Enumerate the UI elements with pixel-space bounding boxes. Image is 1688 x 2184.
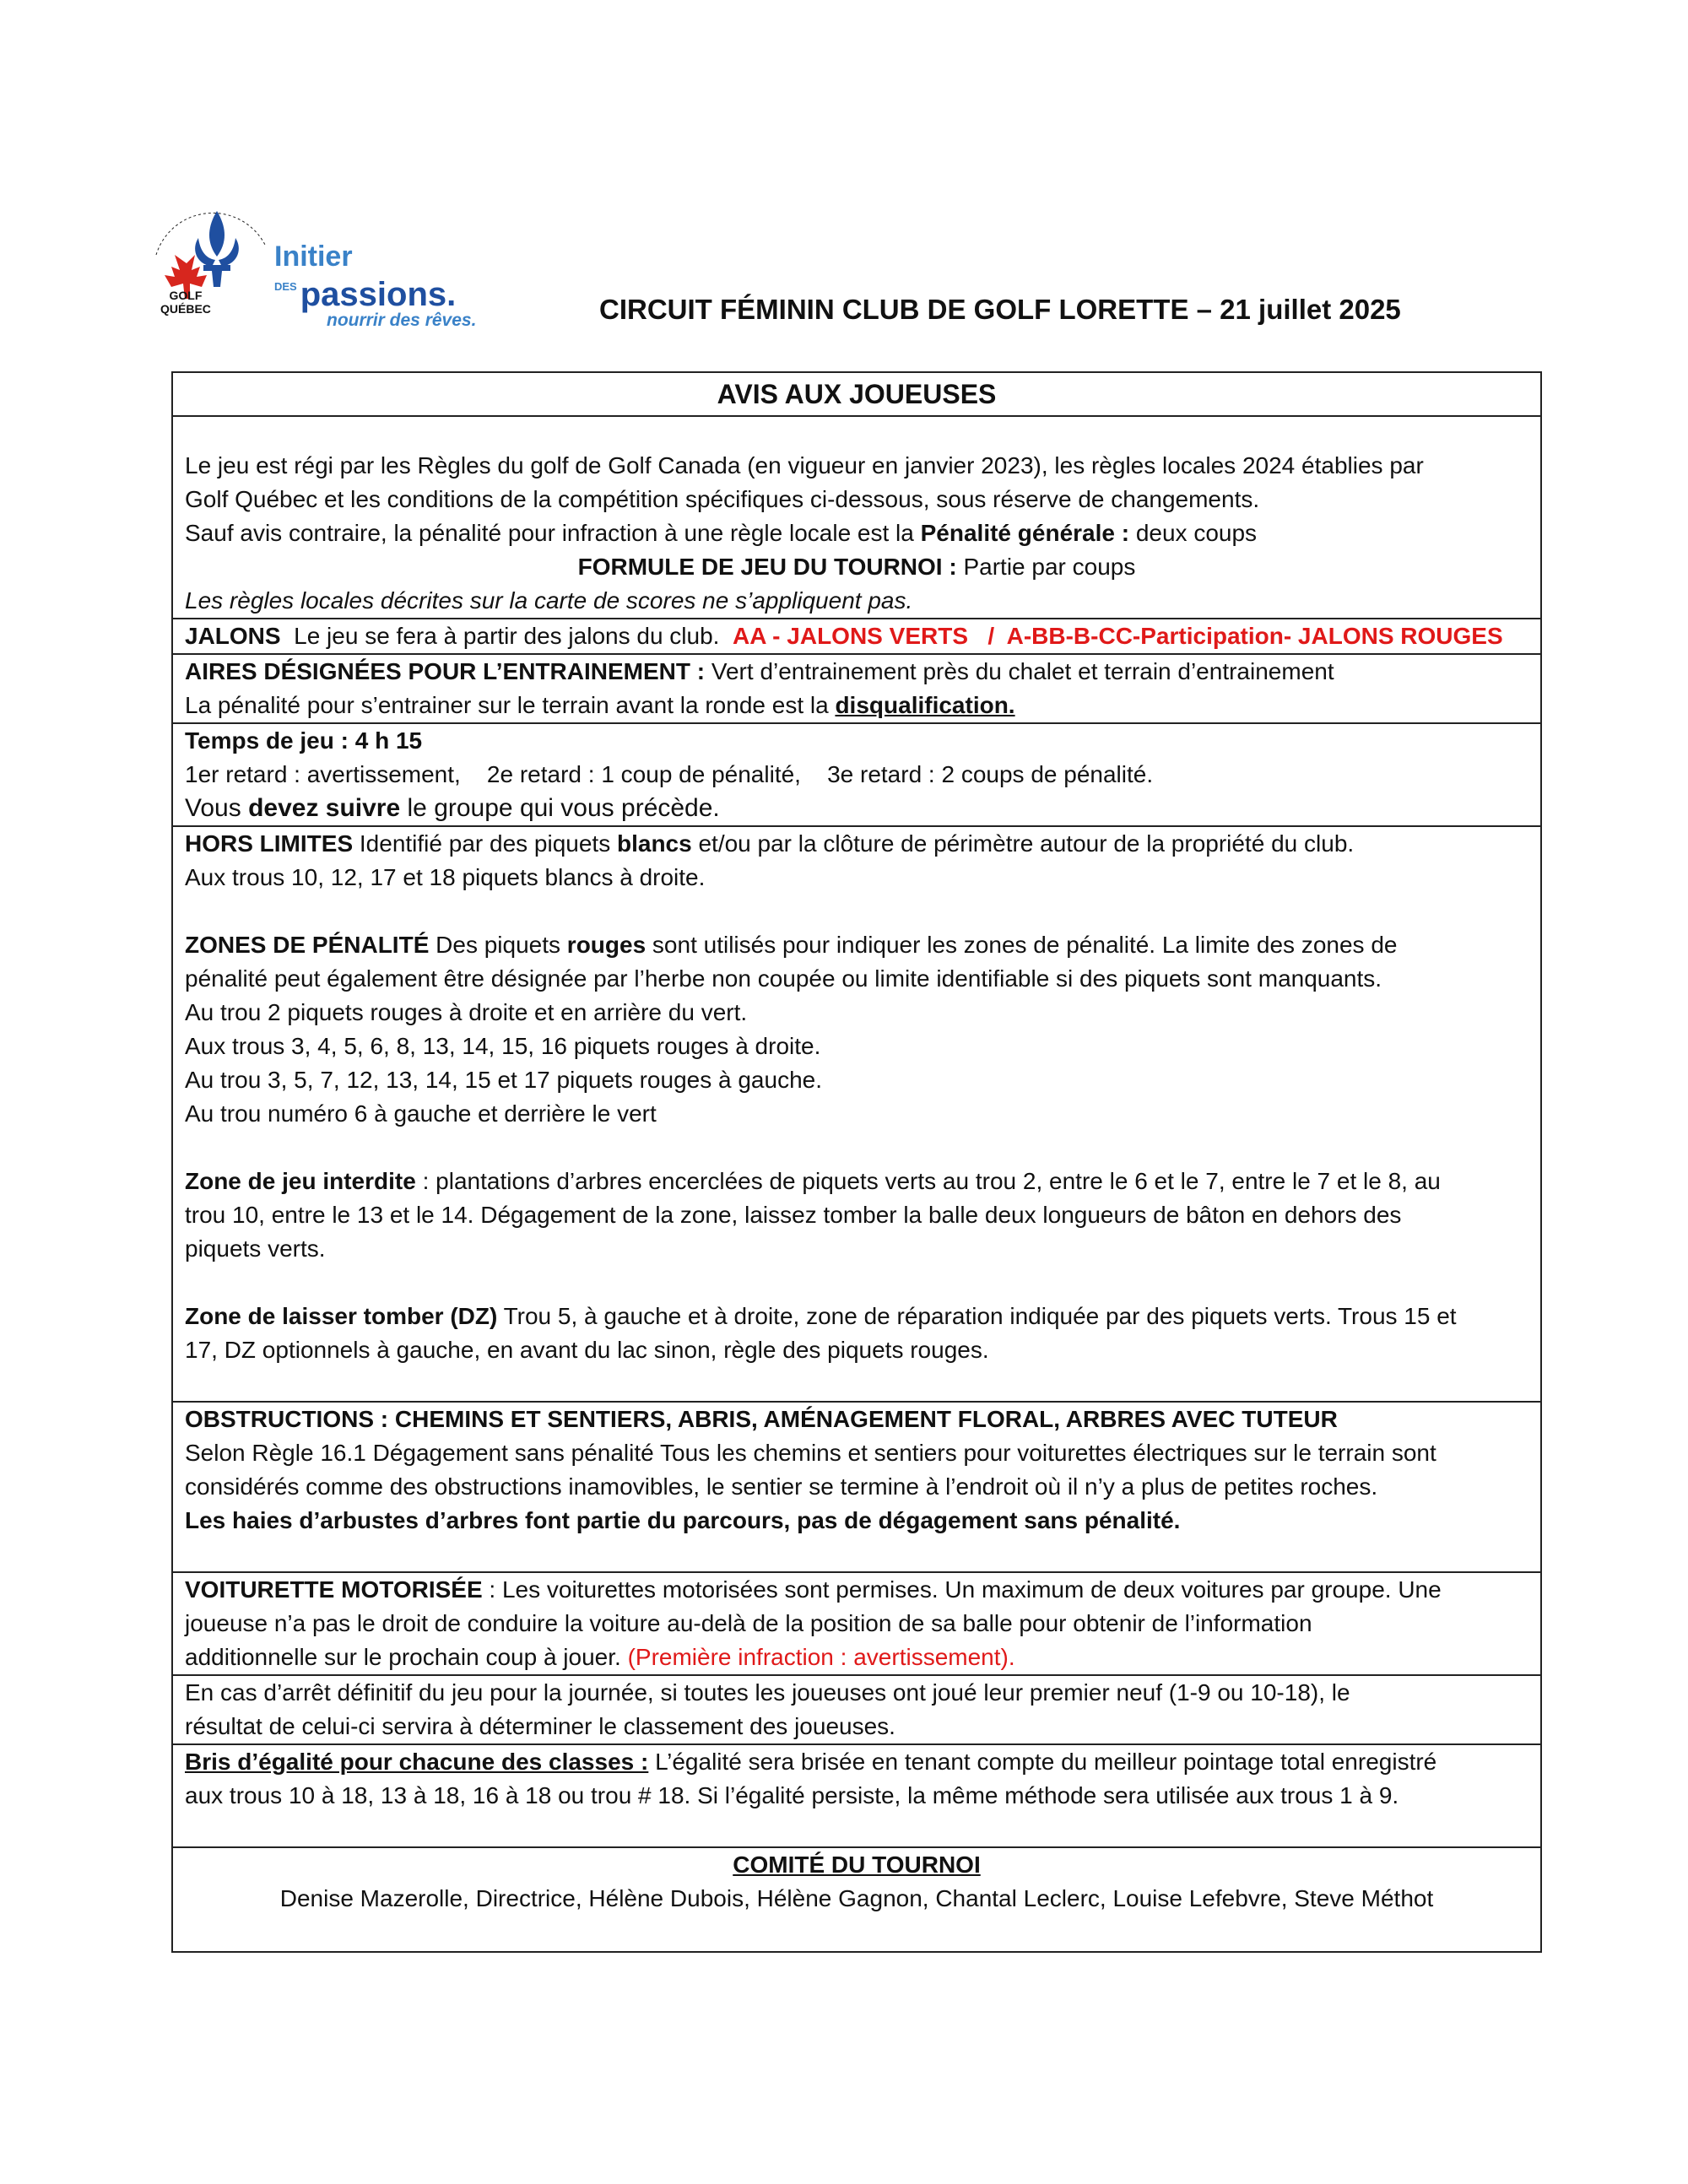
logo-slogan — [274, 242, 476, 331]
pace-line3-bold: devez suivre — [248, 794, 401, 822]
obstructions-label: OBSTRUCTIONS : CHEMINS ET SENTIERS, ABRIS, AMÉNAGEMENT FLORAL, ARBRES AVEC TUTEUR — [185, 1406, 1338, 1432]
practice-section — [173, 653, 1540, 722]
logo-des: DES — [274, 280, 297, 293]
carts-line1: : Les voiturettes motorisées sont permises. Un maximum de deux voitures par groupe. Une — [482, 1576, 1442, 1603]
carts-first-offence: (Première infraction : avertissement). — [627, 1644, 1015, 1670]
ties-line2: aux trous 10 à 18, 13 à 18, 16 à 18 ou trou # 18. Si l’égalité persiste, la même méthode sera utilisée aux trous 1 à 9. — [185, 1782, 1399, 1808]
notice-title: AVIS AUX JOUEUSES — [717, 379, 997, 409]
pace-penalties: 1er retard : avertissement, 2e retard : 1 coup de pénalité, 3e retard : 2 coups de pénalité. — [185, 761, 1154, 787]
pz-bold: rouges — [566, 932, 647, 958]
ob-line2: Aux trous 10, 12, 17 et 18 piquets blancs à droite. — [185, 864, 706, 890]
ob-bold: blancs — [617, 830, 692, 857]
spacer — [185, 1813, 1528, 1846]
pz-line2: pénalité peut également être désignée par l’herbe non coupée ou limite identifiable si des piquets sont manquants. — [185, 965, 1382, 992]
pace-section — [173, 722, 1540, 825]
pz-line3: Au trou 2 piquets rouges à droite et en arrière du vert. — [185, 999, 748, 1025]
intro-line3-bold: Pénalité générale : — [920, 520, 1130, 546]
obstructions-section — [173, 1401, 1540, 1571]
ties-section — [173, 1743, 1540, 1846]
ties-line1: L’égalité sera brisée en tenant compte du meilleur pointage total enregistré — [648, 1749, 1437, 1775]
intro-italic-note: Les règles locales décrites sur la carte de scores ne s’appliquent pas. — [185, 587, 913, 614]
formula-line — [185, 550, 1528, 584]
intro-line2: Golf Québec et les conditions de la compétition spécifiques ci-dessous, sous réserve de changements. — [185, 486, 1260, 512]
pz-label: ZONES DE PÉNALITÉ — [185, 932, 430, 958]
committee-section — [173, 1846, 1540, 1951]
seal-label — [160, 289, 211, 316]
spacer — [185, 1131, 1528, 1165]
intro-line3-text: Sauf avis contraire, la pénalité pour infraction à une règle locale est la — [185, 520, 921, 546]
committee-title: COMITÉ DU TOURNOI — [733, 1852, 981, 1878]
page-title: CIRCUIT FÉMININ CLUB DE GOLF LORETTE – 21 juillet 2025 — [599, 294, 1401, 325]
dz-label: Zone de laisser tomber (DZ) — [185, 1303, 498, 1329]
spacer — [185, 1266, 1528, 1300]
jalons-label: JALONS — [185, 623, 281, 649]
practice-label: AIRES DÉSIGNÉES POUR L’ENTRAINEMENT : — [185, 658, 706, 684]
seal-quebec-text: QUÉBEC — [160, 302, 211, 316]
ob-text2: et/ou par la clôture de périmètre autour de la propriété du club. — [691, 830, 1355, 857]
carts-line3: additionnelle sur le prochain coup à jouer. — [185, 1644, 628, 1670]
logo-nourrir: nourrir des rêves. — [327, 311, 477, 330]
npz-line3: piquets verts. — [185, 1235, 326, 1262]
jalons-text: Le jeu se fera à partir des jalons du club. — [280, 623, 733, 649]
practice-text: Vert d’entrainement près du chalet et terrain d’entrainement — [705, 658, 1334, 684]
pz-text1: Des piquets — [429, 932, 567, 958]
pz-line4: Aux trous 3, 4, 5, 6, 8, 13, 14, 15, 16 piquets rouges à droite. — [185, 1033, 821, 1059]
carts-section — [173, 1571, 1540, 1674]
logo-initier: Initier — [274, 241, 353, 273]
spacer — [185, 1538, 1528, 1571]
carts-label: VOITURETTE MOTORISÉE — [185, 1576, 483, 1603]
spacer — [185, 895, 1528, 928]
carts-line2: joueuse n’a pas le droit de conduire la voiture au-delà de la position de sa balle pour obtenir de l’information — [185, 1610, 1312, 1636]
npz-line1: : plantations d’arbres encerclées de piquets verts au trou 2, entre le 6 et le 7, entre le 7 et le 8, au — [415, 1168, 1441, 1194]
obstructions-line3: considérés comme des obstructions inamovibles, le sentier se termine à l’endroit où il n’y a plus de petites roches. — [185, 1473, 1378, 1500]
formula-value: Partie par coups — [956, 554, 1136, 580]
golf-quebec-logo — [139, 196, 511, 331]
boundaries-section — [173, 825, 1540, 1401]
jalons-tees: AA - JALONS VERTS / A-BB-B-CC-Participation- JALONS ROUGES — [733, 623, 1503, 649]
intro-line3 — [185, 516, 1528, 550]
intro-line1: Le jeu est régi par les Règles du golf de Golf Canada (en vigueur en janvier 2023), les règles locales 2024 établies par — [185, 452, 1424, 478]
obstructions-line2: Selon Règle 16.1 Dégagement sans pénalité Tous les chemins et sentiers pour voiturettes électriques sur le terrain sont — [185, 1440, 1436, 1466]
pz-line5: Au trou 3, 5, 7, 12, 13, 14, 15 et 17 piquets rouges à gauche. — [185, 1067, 822, 1093]
dz-line1: Trou 5, à gauche et à droite, zone de réparation indiquée par des piquets verts. Trous 15 et — [497, 1303, 1457, 1329]
suspension-line1: En cas d’arrêt définitif du jeu pour la journée, si toutes les joueuses ont joué leur premier neuf (1-9 ou 10-18), le — [185, 1679, 1350, 1706]
practice-line2: La pénalité pour s’entrainer sur le terrain avant la ronde est la — [185, 692, 836, 718]
intro-section — [173, 415, 1540, 618]
intro-line3-post: deux coups — [1129, 520, 1258, 546]
spacer — [185, 1367, 1528, 1401]
obstructions-hedges: Les haies d’arbustes d’arbres font partie du parcours, pas de dégagement sans pénalité. — [185, 1507, 1181, 1533]
ob-label: HORS LIMITES — [185, 830, 354, 857]
jalons-section — [173, 618, 1540, 653]
suspension-section — [173, 1674, 1540, 1743]
practice-disqualification: disqualification. — [835, 692, 1015, 718]
seal-golf-text: GOLF — [169, 289, 203, 302]
logo-passions — [274, 271, 476, 311]
notice-table — [171, 371, 1542, 1953]
pace-line3-pre: Vous — [185, 794, 249, 822]
pace-line3-post: le groupe qui vous précède. — [400, 794, 720, 822]
npz-label: Zone de jeu interdite — [185, 1168, 416, 1194]
pz-line6: Au trou numéro 6 à gauche et derrière le vert — [185, 1100, 657, 1127]
suspension-line2: résultat de celui-ci servira à déterminer le classement des joueuses. — [185, 1713, 895, 1739]
formula-label: FORMULE DE JEU DU TOURNOI : — [577, 554, 957, 580]
committee-members: Denise Mazerolle, Directrice, Hélène Dubois, Hélène Gagnon, Chantal Leclerc, Louise Lefebvre, Steve Méthot — [279, 1885, 1434, 1911]
logo-passions-word: passions. — [300, 276, 457, 313]
npz-line2: trou 10, entre le 13 et le 14. Dégagement de la zone, laissez tomber la balle deux longueurs de bâton en dehors des — [185, 1202, 1402, 1228]
ob-text1: Identifié par des piquets — [353, 830, 617, 857]
dz-line2: 17, DZ optionnels à gauche, en avant du lac sinon, règle des piquets rouges. — [185, 1337, 989, 1363]
pz-text2: sont utilisés pour indiquer les zones de pénalité. La limite des zones de — [646, 932, 1398, 958]
ties-label: Bris d’égalité pour chacune des classes : — [185, 1749, 649, 1775]
pace-label: Temps de jeu : 4 h 15 — [185, 727, 423, 754]
